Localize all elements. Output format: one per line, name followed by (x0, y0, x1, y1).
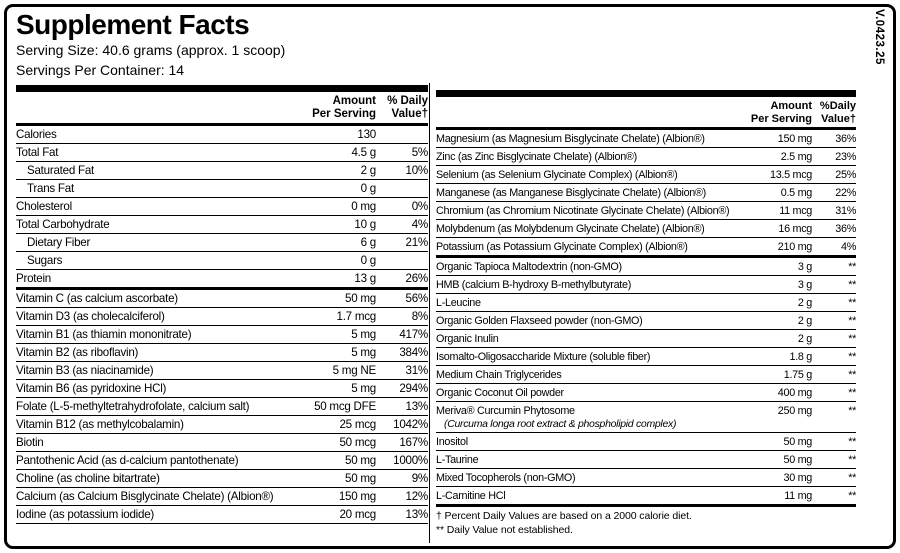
nutrient-daily-value: 5% (411, 146, 428, 159)
nutrient-daily-value: 21% (405, 236, 428, 249)
nutrient-amount: 5 mg (351, 382, 376, 395)
nutrient-row (16, 234, 428, 252)
nutrient-row (16, 126, 428, 144)
nutrient-daily-value: 8% (411, 310, 428, 323)
footnotes (436, 507, 856, 537)
nutrient-row (16, 506, 428, 524)
nutrient-daily-value: 36% (835, 133, 856, 145)
nutrient-amount: 50 mcg (339, 436, 376, 449)
nutrient-amount: 1.7 mcg (336, 310, 376, 323)
nutrient-row (16, 290, 428, 308)
nutrient-row (436, 294, 856, 312)
nutrient-amount: 50 mg (345, 454, 376, 467)
nutrient-name: Vitamin B1 (as thiamin mononitrate) (16, 328, 192, 341)
nutrient-row (436, 130, 856, 148)
nutrient-row (436, 487, 856, 507)
nutrient-name: Calcium (as Calcium Bisglycinate Chelate) (Albion®) (16, 490, 274, 503)
nutrient-daily-value: 31% (405, 364, 428, 377)
nutrient-row (16, 144, 428, 162)
right-nutrient-table (436, 130, 856, 507)
nutrient-amount: 2 g (797, 297, 812, 309)
nutrient-amount: 50 mg (345, 292, 376, 305)
nutrient-amount: 50 mcg DFE (314, 400, 376, 413)
nutrient-daily-value: ** (848, 472, 856, 484)
nutrient-amount: 11 mg (784, 490, 812, 502)
nutrient-name: Magnesium (as Magnesium Bisglycinate Chelate) (Albion®) (436, 133, 705, 145)
nutrient-amount: 3 g (797, 261, 812, 273)
nutrient-name: Pantothenic Acid (as d-calcium pantothenate) (16, 454, 239, 467)
nutrient-name: Vitamin B6 (as pyridoxine HCl) (16, 382, 167, 395)
amount-per-serving-header (748, 100, 812, 125)
nutrient-daily-value: 9% (411, 472, 428, 485)
nutrient-row (16, 326, 428, 344)
nutrient-name: Organic Inulin (436, 333, 499, 345)
nutrient-name: Saturated Fat (27, 164, 94, 177)
nutrient-amount: 4.5 g (351, 146, 376, 159)
nutrient-name: L-Taurine (436, 454, 479, 466)
nutrient-row (16, 362, 428, 380)
footnote-daily-value: † Percent Daily Values are based on a 2000 calorie diet. (436, 510, 692, 522)
nutrient-name: Chromium (as Chromium Nicotinate Glycinate Chelate) (Albion®) (436, 205, 730, 217)
nutrient-row (16, 434, 428, 452)
amount-header-line1: Amount (770, 100, 812, 112)
nutrient-row (436, 469, 856, 487)
nutrient-amount: 2 g (797, 315, 812, 327)
nutrient-daily-value: 10% (405, 164, 428, 177)
nutrient-row (436, 348, 856, 366)
column-divider (429, 83, 430, 543)
nutrient-name: Vitamin B3 (as niacinamide) (16, 364, 154, 377)
nutrient-name: Protein (16, 272, 51, 285)
nutrient-name: Vitamin D3 (as cholecalciferol) (16, 310, 165, 323)
nutrient-name: Molybdenum (as Molybdenum Glycinate Chelate) (Albion®) (436, 223, 705, 235)
nutrient-subline: (Curcuma longa root extract & phospholipid complex) (444, 418, 677, 430)
nutrient-daily-value: ** (848, 297, 856, 309)
nutrient-amount: 2 g (360, 164, 376, 177)
nutrient-row (436, 330, 856, 348)
nutrient-amount: 50 mg (783, 436, 812, 448)
nutrient-amount: 11 mcg (779, 205, 812, 217)
nutrient-name: Organic Golden Flaxseed powder (non-GMO) (436, 315, 643, 327)
nutrient-daily-value: 26% (405, 272, 428, 285)
nutrient-amount: 0 g (360, 182, 376, 195)
nutrient-amount: 5 mg (351, 346, 376, 359)
daily-value-header (812, 100, 856, 125)
divider-bar (436, 90, 856, 97)
nutrient-amount: 5 mg (351, 328, 376, 341)
nutrient-row (436, 148, 856, 166)
nutrient-name: HMB (calcium B-hydroxy B-methylbutyrate) (436, 279, 631, 291)
nutrient-amount: 20 mcg (339, 508, 376, 521)
nutrient-row (16, 270, 428, 290)
nutrient-daily-value: 12% (405, 490, 428, 503)
nutrient-row (436, 402, 856, 433)
nutrient-row (436, 220, 856, 238)
nutrient-daily-value: 36% (835, 223, 856, 235)
nutrient-daily-value: ** (848, 261, 856, 273)
version-code: V.0423.25 (873, 9, 885, 65)
nutrient-amount: 250 mg (777, 405, 812, 417)
nutrient-name: Potassium (as Potassium Glycinate Complex) (Albion®) (436, 241, 688, 253)
nutrient-row (16, 452, 428, 470)
nutrient-row (16, 252, 428, 270)
nutrient-amount: 2 g (797, 333, 812, 345)
left-column (16, 10, 428, 524)
nutrient-name: L-Carnitine HCl (436, 490, 506, 502)
right-column (436, 85, 856, 537)
nutrient-amount: 210 mg (777, 241, 812, 253)
nutrient-amount: 150 mg (777, 133, 812, 145)
nutrient-daily-value: ** (848, 351, 856, 363)
nutrient-daily-value: 384% (399, 346, 428, 359)
nutrient-name: Inositol (436, 436, 468, 448)
nutrient-daily-value: 1042% (393, 418, 428, 431)
nutrient-daily-value: ** (848, 436, 856, 448)
nutrient-daily-value: ** (848, 490, 856, 502)
nutrient-daily-value: 4% (840, 241, 856, 253)
nutrient-amount: 0 mg (351, 200, 376, 213)
nutrient-row (16, 308, 428, 326)
nutrient-amount: 25 mcg (339, 418, 376, 431)
nutrient-row (436, 238, 856, 258)
nutrient-amount: 3 g (797, 279, 812, 291)
nutrient-name: Meriva® Curcumin Phytosome (Curcuma longa root extract & phospholipid complex) (436, 404, 748, 431)
nutrient-daily-value: 13% (405, 400, 428, 413)
nutrient-name: Organic Tapioca Maltodextrin (non-GMO) (436, 261, 622, 273)
amount-header-line2: Per Serving (312, 108, 376, 120)
page-title: Supplement Facts (16, 9, 250, 40)
nutrient-amount: 10 g (354, 218, 376, 231)
nutrient-row (16, 488, 428, 506)
nutrient-name: Vitamin C (as calcium ascorbate) (16, 292, 178, 305)
nutrient-name: Iodine (as potassium iodide) (16, 508, 155, 521)
nutrient-row (16, 180, 428, 198)
servings-per-container: Servings Per Container: 14 (16, 62, 185, 78)
nutrient-amount: 1.75 g (783, 369, 812, 381)
nutrient-name: Total Carbohydrate (16, 218, 110, 231)
dv-header-line2: Value† (391, 108, 428, 120)
nutrient-daily-value: 1000% (393, 454, 428, 467)
nutrient-amount: 6 g (360, 236, 376, 249)
nutrient-row (16, 162, 428, 180)
amount-header-line2: Per Serving (750, 112, 812, 125)
nutrient-name: Vitamin B2 (as riboflavin) (16, 346, 139, 359)
nutrient-row (436, 384, 856, 402)
dv-header-line1: %Daily (819, 100, 856, 112)
nutrient-amount: 13 g (354, 272, 376, 285)
nutrient-daily-value: 25% (835, 169, 856, 181)
daily-value-header (376, 95, 428, 121)
nutrient-name: Manganese (as Manganese Bisglycinate Chelate) (Albion®) (436, 187, 706, 199)
nutrient-daily-value: 417% (399, 328, 428, 341)
nutrient-name: Choline (as choline bitartrate) (16, 472, 160, 485)
nutrient-row (16, 380, 428, 398)
nutrient-amount: 13.5 mcg (769, 169, 812, 181)
nutrient-name: Selenium (as Selenium Glycinate Complex) (Albion®) (436, 169, 678, 181)
nutrient-name: Cholesterol (16, 200, 72, 213)
nutrient-daily-value: 13% (405, 508, 428, 521)
nutrient-daily-value: ** (848, 315, 856, 327)
nutrient-amount: 5 mg NE (332, 364, 376, 377)
divider-bar (16, 85, 428, 92)
left-nutrient-table (16, 126, 428, 524)
nutrient-amount: 150 mg (338, 490, 376, 503)
nutrient-amount: 30 mg (783, 472, 812, 484)
nutrient-row (436, 184, 856, 202)
nutrient-name: Mixed Tocopherols (non-GMO) (436, 472, 576, 484)
nutrient-row (16, 416, 428, 434)
nutrient-amount: 2.5 mg (780, 151, 812, 163)
nutrient-name: Folate (L-5-methyltetrahydrofolate, calcium salt) (16, 400, 250, 413)
nutrient-amount: 50 mg (783, 454, 812, 466)
nutrient-daily-value: ** (848, 387, 856, 399)
nutrient-amount: 0.5 mg (780, 187, 812, 199)
nutrient-daily-value: 22% (835, 187, 856, 199)
nutrient-daily-value: 0% (411, 200, 428, 213)
nutrient-daily-value: 294% (399, 382, 428, 395)
nutrient-name: Isomalto-Oligosaccharide Mixture (soluble fiber) (436, 351, 651, 363)
nutrient-name: Sugars (27, 254, 63, 267)
nutrient-daily-value: ** (848, 405, 856, 417)
nutrient-row (436, 276, 856, 294)
nutrient-daily-value: ** (848, 369, 856, 381)
dv-header-line1: % Daily (387, 95, 428, 107)
nutrient-row (16, 198, 428, 216)
footnote-not-established: ** Daily Value not established. (436, 523, 573, 536)
nutrient-amount: 50 mg (345, 472, 376, 485)
nutrient-row (16, 470, 428, 488)
nutrient-daily-value: 56% (405, 292, 428, 305)
nutrient-name: Medium Chain Triglycerides (436, 369, 562, 381)
nutrient-row (436, 166, 856, 184)
nutrient-daily-value: ** (848, 279, 856, 291)
nutrient-row (436, 202, 856, 220)
serving-size: Serving Size: 40.6 grams (approx. 1 scoop) (16, 42, 286, 58)
nutrient-name: Calories (16, 128, 57, 141)
nutrient-daily-value: 4% (411, 218, 428, 231)
nutrient-name: Organic Coconut Oil powder (436, 387, 564, 399)
nutrient-daily-value: ** (848, 333, 856, 345)
nutrient-row (436, 366, 856, 384)
nutrient-name: Vitamin B12 (as methylcobalamin) (16, 418, 184, 431)
nutrient-amount: 400 mg (777, 387, 812, 399)
nutrient-row (436, 433, 856, 451)
nutrient-name: Biotin (16, 436, 44, 449)
nutrient-daily-value: 23% (835, 151, 856, 163)
nutrient-daily-value: 31% (835, 205, 856, 217)
nutrient-name: Dietary Fiber (27, 236, 91, 249)
nutrient-row (16, 216, 428, 234)
amount-header-line1: Amount (332, 95, 376, 107)
amount-per-serving-header (296, 95, 376, 121)
nutrient-name: L-Leucine (436, 297, 481, 309)
nutrient-amount: 1.8 g (789, 351, 812, 363)
nutrient-name: Total Fat (16, 146, 59, 159)
nutrient-row (436, 451, 856, 469)
nutrient-name: Trans Fat (27, 182, 74, 195)
left-column-header (16, 92, 428, 126)
nutrient-row (436, 258, 856, 276)
nutrient-name: Zinc (as Zinc Bisglycinate Chelate) (Albion®) (436, 151, 637, 163)
nutrient-daily-value: ** (848, 454, 856, 466)
nutrient-amount: 130 (357, 128, 376, 141)
nutrient-daily-value: 167% (399, 436, 428, 449)
nutrient-amount: 0 g (360, 254, 376, 267)
nutrient-row (16, 398, 428, 416)
nutrient-row (16, 344, 428, 362)
dv-header-line2: Value† (821, 112, 856, 125)
nutrient-row (436, 312, 856, 330)
right-column-header (436, 97, 856, 130)
nutrient-amount: 16 mcg (778, 223, 812, 235)
